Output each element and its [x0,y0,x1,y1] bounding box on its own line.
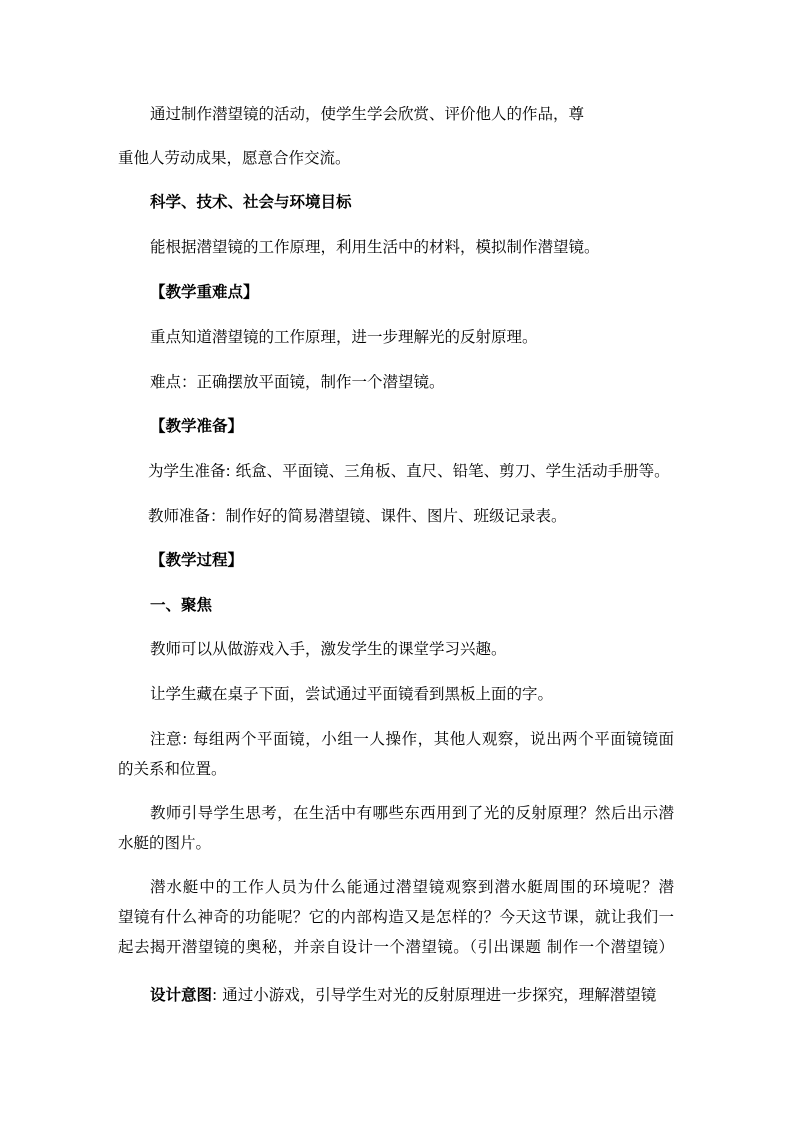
sci-goal-heading: 科学、技术、社会与环境目标 [150,193,352,211]
submarine-paragraph-line-1: 潜水艇中的工作人员为什么能通过潜望镜观察到潜水艇周围的环境呢？潜 [150,878,674,896]
key-point-paragraph: 重点知道潜望镜的工作原理，进一步理解光的反射原理。 [150,328,538,346]
submarine-paragraph-line-3: 起去揭开潜望镜的奥秘，并亲自设计一个潜望镜。（引出课题 制作一个潜望镜） [118,938,674,956]
design-intent-paragraph [150,984,674,1006]
sci-goal-paragraph: 能根据潜望镜的工作原理，利用生活中的材料，模拟制作潜望镜。 [150,238,600,256]
key-points-heading: 【教学重难点】 [150,283,259,301]
difficulty-paragraph: 难点：正确摆放平面镜，制作一个潜望镜。 [150,373,445,391]
design-intent-text: 通过小游戏，引导学生对光的反射原理进一步探究，理解潜望镜 [222,986,657,1004]
goal-paragraph-line-2: 重他人劳动成果，愿意合作交流。 [118,149,351,167]
process-heading: 【教学过程】 [150,551,244,569]
focus-paragraph-1: 教师可以从做游戏入手，激发学生的课堂学习兴趣。 [150,640,507,658]
student-prep-paragraph: 为学生准备: 纸盒、平面镜、三角板、直尺、铅笔、剪刀、学生活动手册等。 [148,462,670,480]
teacher-prep-paragraph: 教师准备：制作好的简易潜望镜、课件、图片、班级记录表。 [148,507,567,525]
focus-heading: 一、聚焦 [150,596,213,614]
note-paragraph-line-1: 注意: 每组两个平面镜，小组一人操作，其他人观察，说出两个平面镜镜面 [150,730,674,748]
submarine-paragraph-line-2: 望镜有什么神奇的功能呢？它的内部构造又是怎样的？今天这节课，就让我们一 [118,908,674,926]
focus-paragraph-2: 让学生藏在桌子下面，尝试通过平面镜看到黑板上面的字。 [150,685,554,703]
goal-paragraph-line-1: 通过制作潜望镜的活动，使学生学会欣赏、评价他人的作品，尊 [150,105,585,123]
think-paragraph-line-1: 教师引导学生思考，在生活中有哪些东西用到了光的反射原理？然后出示潜 [150,804,674,822]
design-intent-colon: : [212,986,218,1004]
think-paragraph-line-2: 水艇的图片。 [118,834,212,852]
design-intent-label: 设计意图 [150,986,213,1004]
note-paragraph-line-2: 的关系和位置。 [118,760,227,778]
preparation-heading: 【教学准备】 [150,417,244,435]
